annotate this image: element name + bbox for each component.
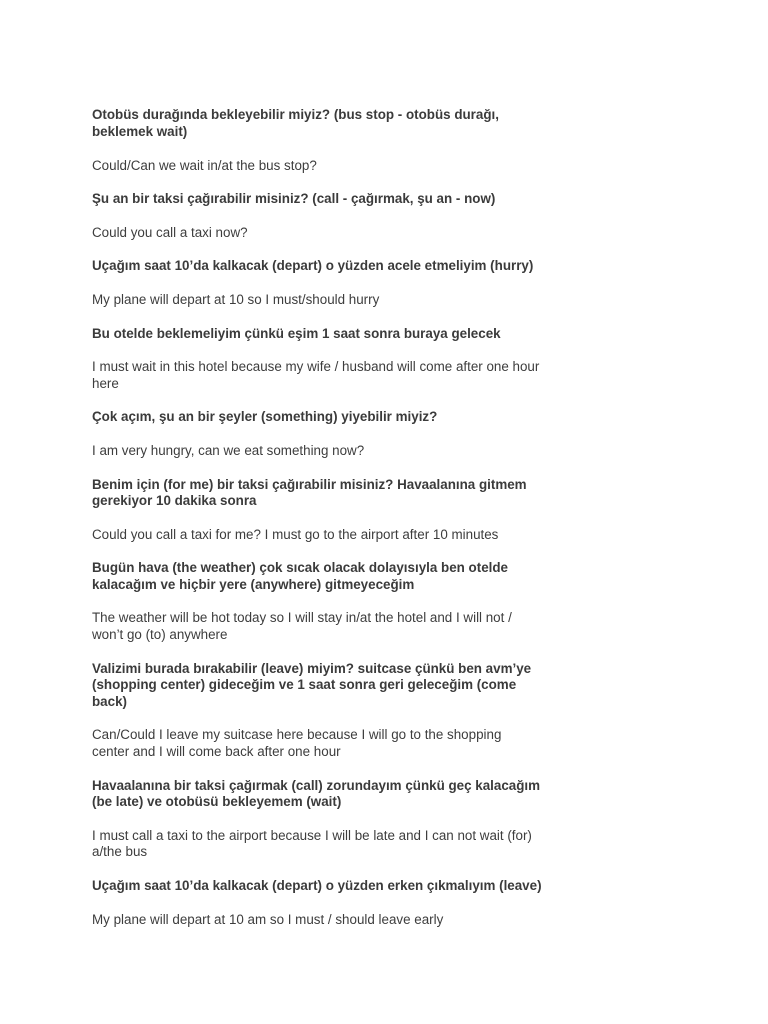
turkish-prompt: Şu an bir taksi çağırabilir misiniz? (call - çağırmak, şu an - now) xyxy=(92,191,496,207)
english-translation: My plane will depart at 10 so I must/should hurry xyxy=(92,291,380,307)
english-translation: I must call a taxi to the airport because I will be late and I can not wait (for) a/the bus xyxy=(92,827,532,860)
qa-pair-9 xyxy=(92,778,542,861)
qa-pair-10 xyxy=(92,878,542,928)
turkish-prompt: Uçağım saat 10’da kalkacak (depart) o yüzden erken çıkmalıyım (leave) xyxy=(92,878,542,894)
qa-pair-1 xyxy=(92,107,542,174)
english-translation: I am very hungry, can we eat something now? xyxy=(92,442,365,458)
qa-pair-7 xyxy=(92,560,542,643)
qa-pair-6 xyxy=(92,477,542,544)
qa-pair-3 xyxy=(92,258,542,308)
english-translation: Could/Can we wait in/at the bus stop? xyxy=(92,157,317,173)
turkish-prompt: Benim için (for me) bir taksi çağırabilir misiniz? Havaalanına gitmem gerekiyor 10 dakika sonra xyxy=(92,476,527,509)
english-translation: I must wait in this hotel because my wife / husband will come after one hour here xyxy=(92,359,540,391)
turkish-prompt: Çok açım, şu an bir şeyler (something) yiyebilir miyiz? xyxy=(92,409,438,425)
qa-pair-5 xyxy=(92,409,542,459)
document-page xyxy=(92,94,542,945)
turkish-prompt: Otobüs durağında bekleyebilir miyiz? (bus stop - otobüs durağı, beklemek wait) xyxy=(92,107,499,139)
english-translation: Can/Could I leave my suitcase here because I will go to the shopping center and I will come back after one hour xyxy=(92,727,502,760)
qa-pair-2 xyxy=(92,191,542,241)
turkish-prompt: Valizimi burada bırakabilir (leave) miyim? suitcase çünkü ben avm’ye (shopping center) gideceğim ve 1 saat sonra geri geleceğim (come back) xyxy=(92,660,532,709)
turkish-prompt: Havaalanına bir taksi çağırmak (call) zorundayım çünkü geç kalacağım (be late) ve otobüsü bekleyemem (wait) xyxy=(92,777,541,810)
turkish-prompt: Bugün hava (the weather) çok sıcak olacak dolayısıyla ben otelde kalacağım ve hiçbir yere (anywhere) gitmeyeceğim xyxy=(92,560,508,592)
english-translation: The weather will be hot today so I will stay in/at the hotel and I will not / won’t go (to) anywhere xyxy=(92,610,512,643)
turkish-prompt: Bu otelde beklemeliyim çünkü eşim 1 saat sonra buraya gelecek xyxy=(92,325,501,341)
english-translation: Could you call a taxi now? xyxy=(92,224,248,240)
qa-pair-4 xyxy=(92,326,542,393)
qa-pair-8 xyxy=(92,661,542,761)
english-translation: Could you call a taxi for me? I must go to the airport after 10 minutes xyxy=(92,526,499,542)
english-translation: My plane will depart at 10 am so I must / should leave early xyxy=(92,911,444,927)
turkish-prompt: Uçağım saat 10’da kalkacak (depart) o yüzden acele etmeliyim (hurry) xyxy=(92,258,534,274)
